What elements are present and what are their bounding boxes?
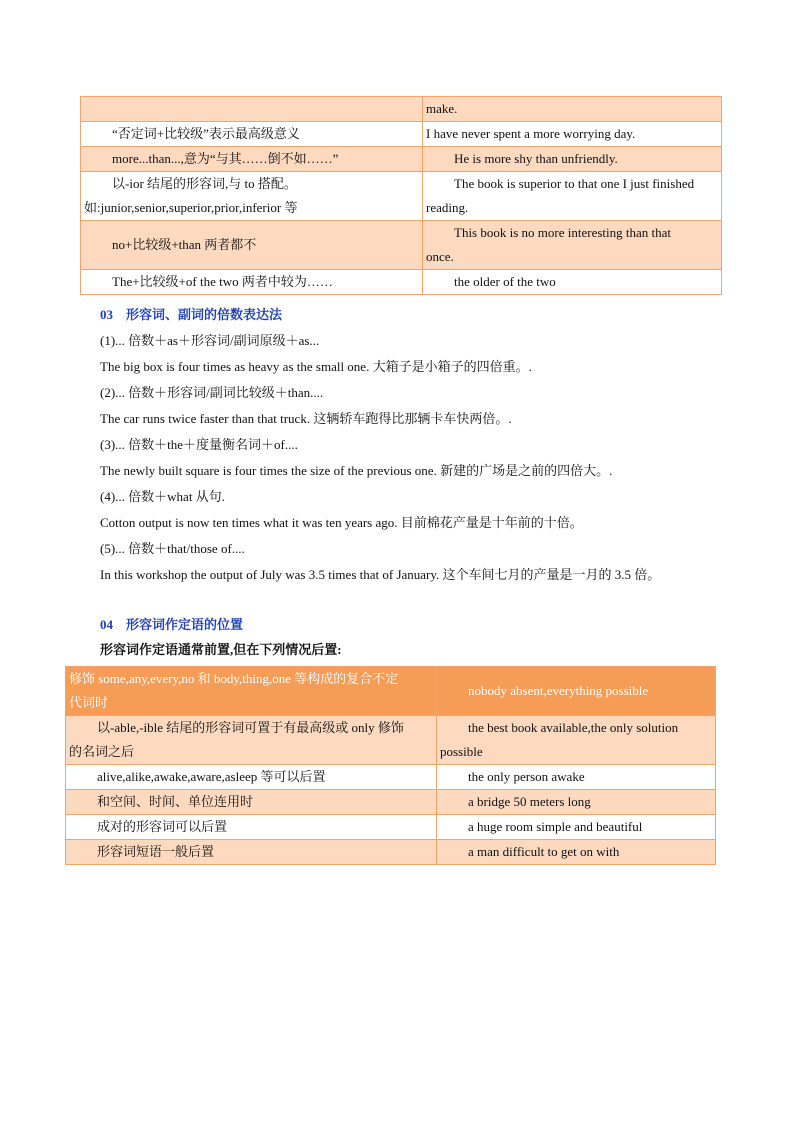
table-cell: a huge room simple and beautiful [437,815,716,840]
adjective-position-table [65,666,716,865]
table-header-row [66,667,716,716]
cell-line: once. [426,249,454,264]
table-cell [66,667,437,716]
table-cell: a bridge 50 meters long [437,790,716,815]
table-cell: 和空间、时间、单位连用时 [66,790,437,815]
table-row [81,122,722,147]
cell-line: This book is no more interesting than that [454,225,671,240]
section-subtitle: 形容词作定语通常前置,但在下列情况后置: [100,642,342,657]
table-row [66,765,716,790]
text-line: The car runs twice faster than that truck. 这辆轿车跑得比那辆卡车快两倍。. [100,411,512,426]
cell-line: the best book available,the only solution [468,720,679,735]
text-line: The newly built square is four times the size of the previous one. 新建的广场是之前的四倍大。. [100,463,613,478]
table-cell: I have never spent a more worrying day. [423,122,722,147]
table-cell: the older of the two [423,270,722,295]
text-line: (2)... 倍数＋形容词/副词比较级＋than.... [100,385,324,400]
section-heading: 04 形容词作定语的位置 [100,617,244,632]
table-row [66,815,716,840]
table-cell: a man difficult to get on with [437,840,716,865]
table-row [81,97,722,122]
text-line: Cotton output is now ten times what it was ten years ago. 目前棉花产量是十年前的十倍。 [100,515,583,530]
table-cell: He is more shy than unfriendly. [423,147,722,172]
table-cell: the only person awake [437,765,716,790]
table-cell [81,97,423,122]
text-line: (1)... 倍数＋as＋形容词/副词原级＋as... [100,333,320,348]
table-cell [423,172,722,221]
table-cell: alive,alike,awake,aware,asleep 等可以后置 [66,765,437,790]
table-cell: more...than...,意为“与其……倒不如……” [81,147,423,172]
text-line: (5)... 倍数＋that/those of.... [100,541,245,556]
table-row [66,790,716,815]
cell-line: 如:junior,senior,superior,prior,inferior 等 [84,200,298,215]
section-heading: 03 形容词、副词的倍数表达法 [100,307,283,322]
table-cell: 形容词短语一般后置 [66,840,437,865]
table-row [81,172,722,221]
table-cell: no+比较级+than 两者都不 [81,221,423,270]
table-row [81,147,722,172]
table-row [66,716,716,765]
table-row [66,840,716,865]
table-row [81,270,722,295]
text-line: (4)... 倍数＋what 从句. [100,489,225,504]
cell-line: 以-able,-ible 结尾的形容词可置于有最高级或 only 修饰 [97,720,404,735]
cell-line: 修饰 some,any,every,no 和 body,thing,one 等构成的复合不定 [69,671,399,686]
text-line: The big box is four times as heavy as the small one. 大箱子是小箱子的四倍重。. [100,359,532,374]
cell-line: The book is superior to that one I just finished [454,176,695,191]
cell-line: 以-ior 结尾的形容词,与 to 搭配。 [112,176,297,191]
text-line: In this workshop the output of July was 3.5 times that of January. 这个车间七月的产量是一月的 3.5 倍。 [100,567,661,582]
table-row [81,221,722,270]
text-line: (3)... 倍数＋the＋度量衡名词＋of.... [100,437,298,452]
table-cell: nobody absent,everything possible [437,667,716,716]
table-cell [66,716,437,765]
cell-line: possible [440,744,483,759]
cell-line: reading. [426,200,469,215]
table-cell [437,716,716,765]
cell-line: 代词时 [69,695,109,710]
cell-line: 的名词之后 [69,744,135,759]
table-cell: 成对的形容词可以后置 [66,815,437,840]
table-cell [81,172,423,221]
comparison-table [80,96,722,295]
table-cell: make. [423,97,722,122]
table-cell: The+比较级+of the two 两者中较为…… [81,270,423,295]
table-cell: “否定词+比较级”表示最高级意义 [81,122,423,147]
table-cell [423,221,722,270]
